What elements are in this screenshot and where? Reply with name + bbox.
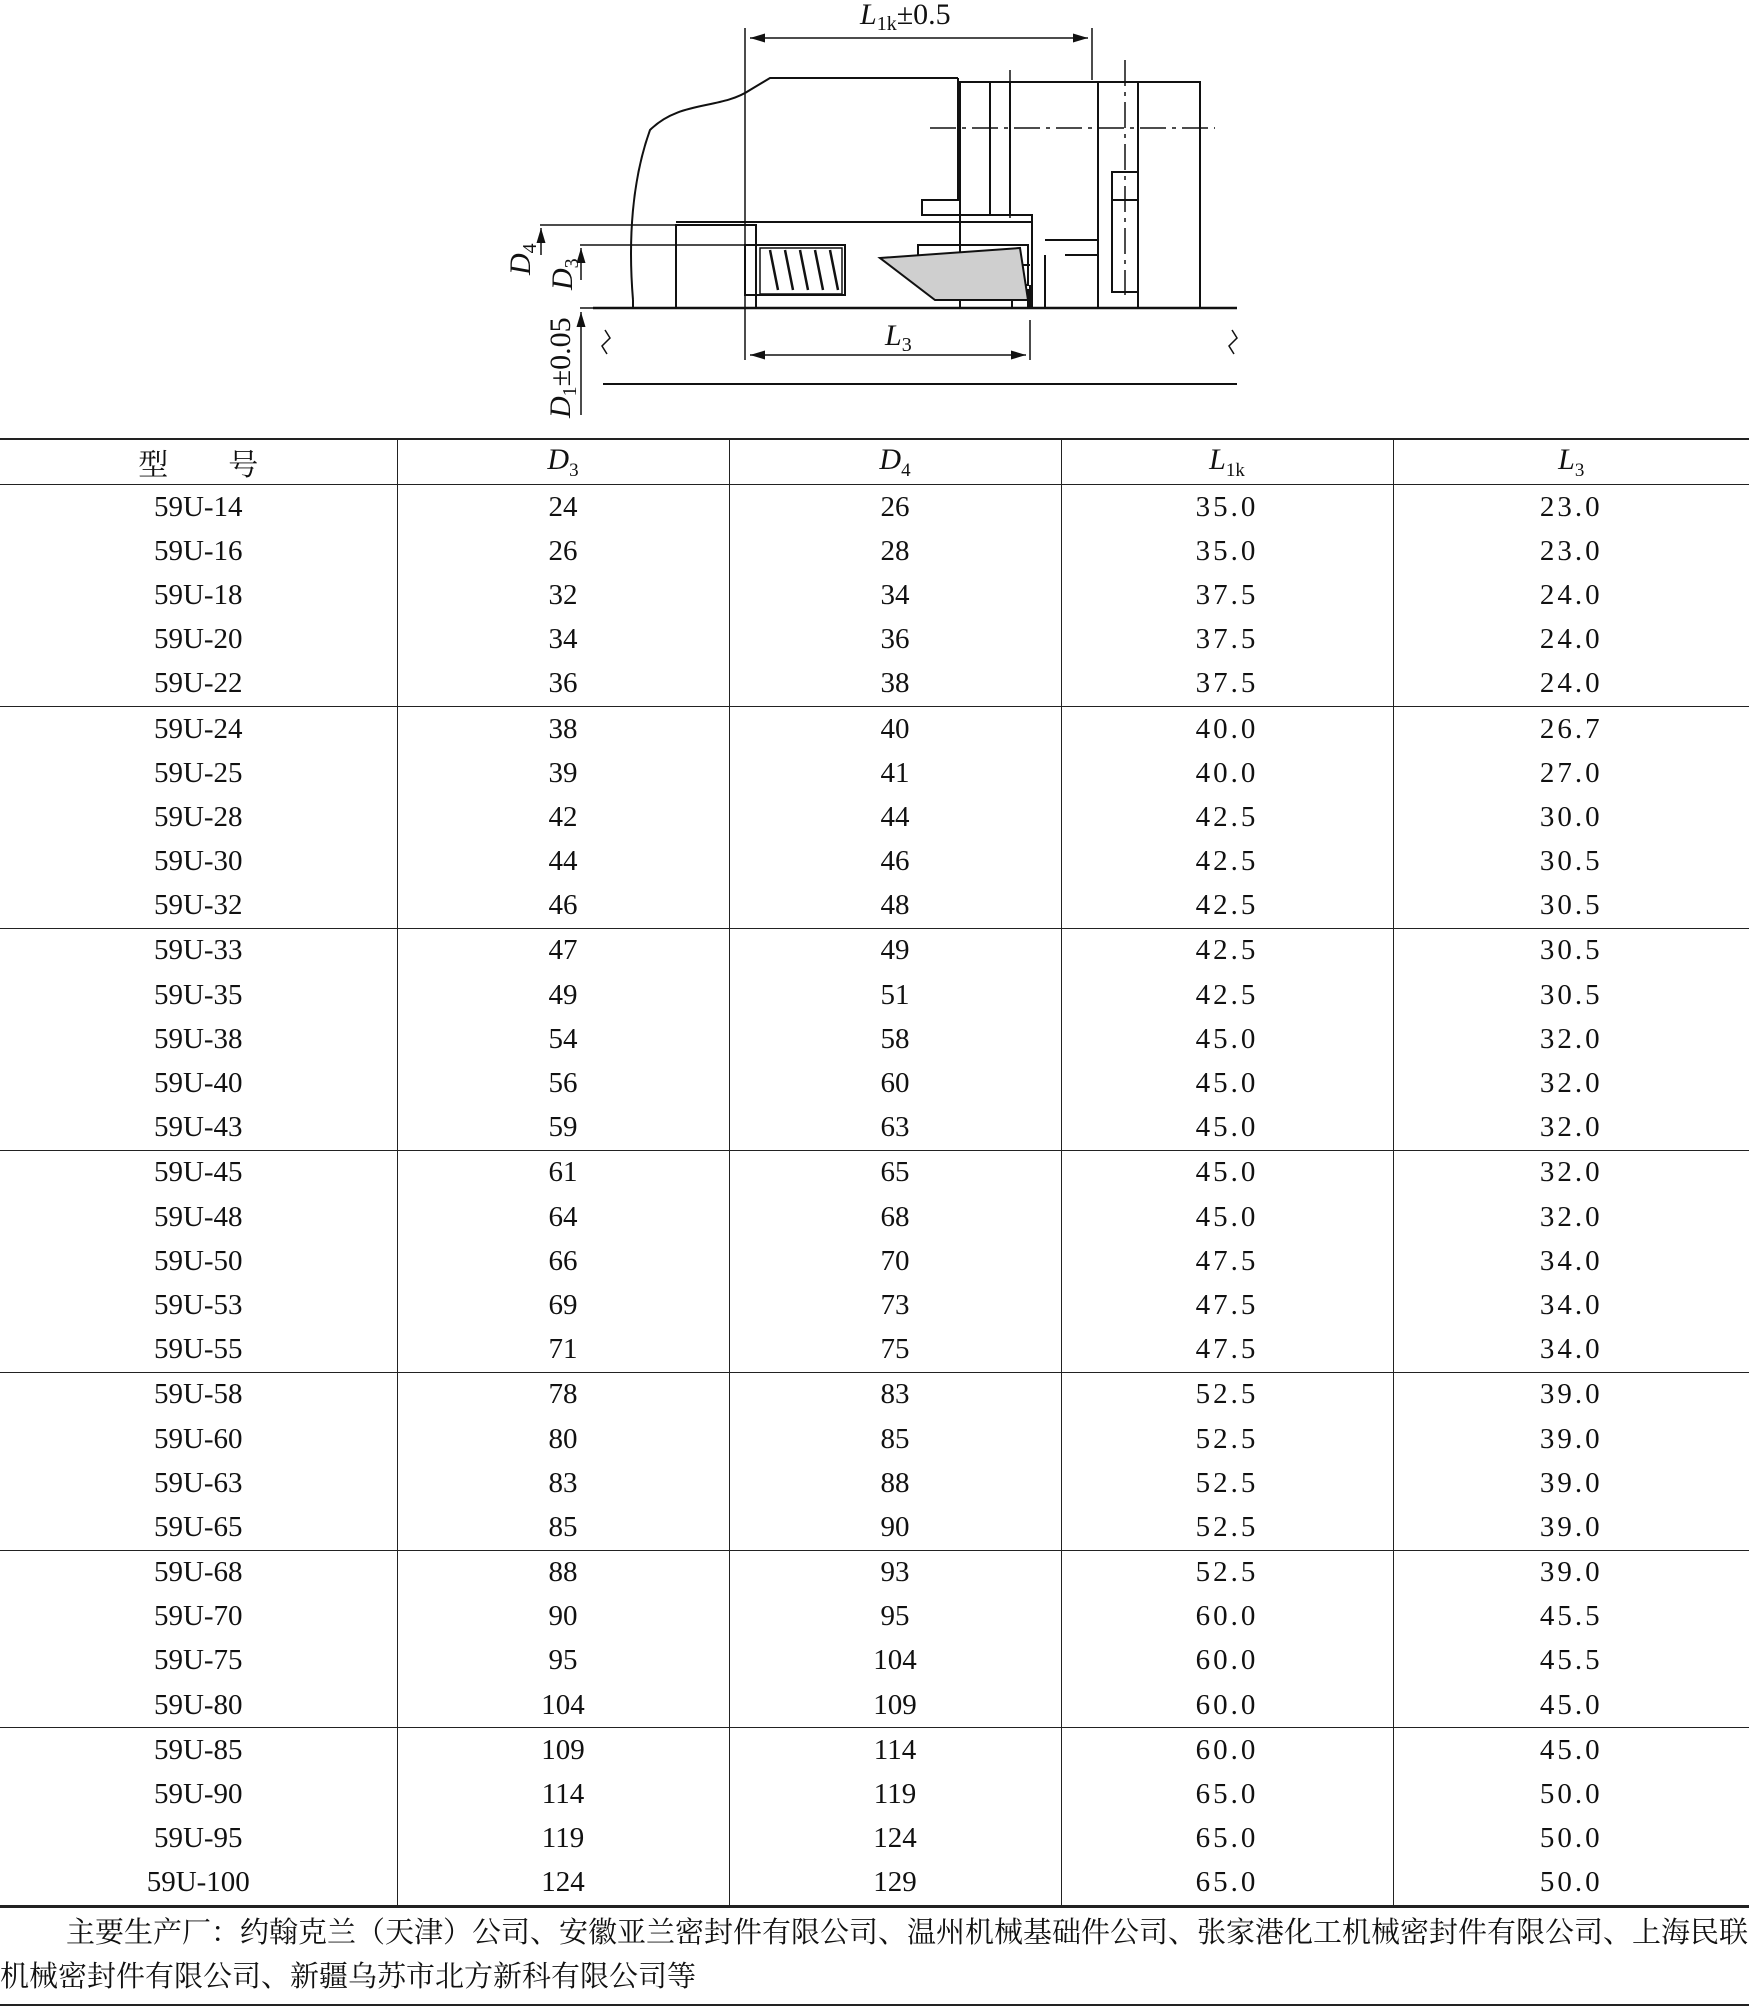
cell-value: 40	[729, 706, 1061, 751]
table-row	[0, 1817, 1749, 1861]
cell-model: 59U-63	[0, 1461, 397, 1505]
cell-value: 32.0	[1393, 1106, 1749, 1151]
cell-value: 45.0	[1393, 1683, 1749, 1728]
cell-value: 95	[397, 1639, 729, 1683]
table-body	[0, 485, 1749, 1906]
cell-value: 75	[729, 1328, 1061, 1373]
header-model: 型 号	[0, 439, 397, 485]
cell-value: 23.0	[1393, 529, 1749, 573]
cell-value: 109	[397, 1728, 729, 1773]
cell-model: 59U-100	[0, 1861, 397, 1906]
table-row	[0, 884, 1749, 929]
cell-value: 60.0	[1061, 1728, 1393, 1773]
cell-value: 23.0	[1393, 485, 1749, 530]
cell-value: 32.0	[1393, 1017, 1749, 1061]
cell-value: 42.5	[1061, 884, 1393, 929]
cell-model: 59U-40	[0, 1061, 397, 1105]
cell-model: 59U-68	[0, 1550, 397, 1595]
table-row	[0, 1283, 1749, 1327]
cell-value: 37.5	[1061, 618, 1393, 662]
cell-value: 34	[729, 573, 1061, 617]
cell-value: 52.5	[1061, 1417, 1393, 1461]
cell-model: 59U-22	[0, 662, 397, 707]
cell-value: 124	[729, 1817, 1061, 1861]
cell-value: 24.0	[1393, 662, 1749, 707]
cell-value: 64	[397, 1195, 729, 1239]
table-row	[0, 795, 1749, 839]
table-row	[0, 928, 1749, 973]
cell-value: 34.0	[1393, 1328, 1749, 1373]
header-d3: $D_3$	[397, 439, 729, 485]
cell-value: 65.0	[1061, 1817, 1393, 1861]
cell-value: 38	[729, 662, 1061, 707]
cell-value: 119	[729, 1772, 1061, 1816]
cell-value: 114	[729, 1728, 1061, 1773]
cell-value: 47.5	[1061, 1283, 1393, 1327]
cell-value: 39.0	[1393, 1372, 1749, 1417]
table-row	[0, 1683, 1749, 1728]
header-l1k-text: 1k	[1225, 459, 1245, 481]
cell-value: 114	[397, 1772, 729, 1816]
cell-value: 50.0	[1393, 1861, 1749, 1906]
cell-value: 51	[729, 973, 1061, 1017]
cell-value: 35.0	[1061, 485, 1393, 530]
cell-value: 49	[397, 973, 729, 1017]
cell-value: 65	[729, 1150, 1061, 1195]
cell-value: 27.0	[1393, 751, 1749, 795]
cell-model: 59U-95	[0, 1817, 397, 1861]
table-row	[0, 706, 1749, 751]
cell-value: 32	[397, 573, 729, 617]
table-row	[0, 1728, 1749, 1773]
cell-value: 56	[397, 1061, 729, 1105]
cell-value: 46	[397, 884, 729, 929]
cell-value: 46	[729, 840, 1061, 884]
table-row	[0, 1239, 1749, 1283]
cell-value: 129	[729, 1861, 1061, 1906]
cell-model: 59U-75	[0, 1639, 397, 1683]
cell-value: 26	[729, 485, 1061, 530]
cell-value: 34	[397, 618, 729, 662]
cell-value: 52.5	[1061, 1505, 1393, 1550]
cell-value: 45.0	[1061, 1061, 1393, 1105]
cell-value: 45.0	[1393, 1728, 1749, 1773]
header-l1k: $L_{1k}$	[1061, 439, 1393, 485]
table-row	[0, 1550, 1749, 1595]
cell-value: 30.5	[1393, 928, 1749, 973]
cell-value: 80	[397, 1417, 729, 1461]
cell-value: 39.0	[1393, 1550, 1749, 1595]
cell-value: 90	[397, 1595, 729, 1639]
table-row	[0, 751, 1749, 795]
cell-model: 59U-28	[0, 795, 397, 839]
cell-model: 59U-45	[0, 1150, 397, 1195]
cell-value: 26	[397, 529, 729, 573]
table-row	[0, 1505, 1749, 1550]
table-row	[0, 573, 1749, 617]
table-row	[0, 1772, 1749, 1816]
cell-value: 44	[729, 795, 1061, 839]
cell-model: 59U-58	[0, 1372, 397, 1417]
table-row	[0, 1017, 1749, 1061]
table-row	[0, 1328, 1749, 1373]
cell-value: 41	[729, 751, 1061, 795]
dim-label-L3: $L_3$	[885, 319, 912, 356]
cell-model: 59U-85	[0, 1728, 397, 1773]
cell-value: 104	[397, 1683, 729, 1728]
cell-value: 39.0	[1393, 1417, 1749, 1461]
cell-value: 40.0	[1061, 706, 1393, 751]
cell-value: 39.0	[1393, 1505, 1749, 1550]
header-l3-text: 3	[1574, 459, 1585, 481]
cell-model: 59U-30	[0, 840, 397, 884]
cell-value: 78	[397, 1372, 729, 1417]
cell-value: 52.5	[1061, 1550, 1393, 1595]
cell-model: 59U-25	[0, 751, 397, 795]
table-row	[0, 1861, 1749, 1906]
cell-value: 44	[397, 840, 729, 884]
cell-value: 30.5	[1393, 840, 1749, 884]
spec-table	[0, 438, 1749, 1906]
dim-label-D4: $D_4$	[504, 243, 541, 275]
cell-model: 59U-55	[0, 1328, 397, 1373]
cell-value: 34.0	[1393, 1239, 1749, 1283]
cell-model: 59U-14	[0, 485, 397, 530]
cell-value: 124	[397, 1861, 729, 1906]
cell-value: 63	[729, 1106, 1061, 1151]
cell-value: 83	[397, 1461, 729, 1505]
table-row	[0, 1195, 1749, 1239]
cell-model: 59U-43	[0, 1106, 397, 1151]
cell-model: 59U-50	[0, 1239, 397, 1283]
table-row	[0, 1639, 1749, 1683]
table-row	[0, 1061, 1749, 1105]
cell-value: 65.0	[1061, 1861, 1393, 1906]
cell-value: 65.0	[1061, 1772, 1393, 1816]
seal-assembly-drawing	[0, 0, 1749, 430]
cell-value: 50.0	[1393, 1817, 1749, 1861]
cell-value: 30.5	[1393, 884, 1749, 929]
table-row	[0, 1372, 1749, 1417]
cell-value: 30.5	[1393, 973, 1749, 1017]
cell-value: 60.0	[1061, 1595, 1393, 1639]
cell-value: 52.5	[1061, 1372, 1393, 1417]
cell-value: 60.0	[1061, 1639, 1393, 1683]
cell-value: 71	[397, 1328, 729, 1373]
cell-value: 70	[729, 1239, 1061, 1283]
cell-model: 59U-60	[0, 1417, 397, 1461]
header-d4: $D_4$	[729, 439, 1061, 485]
cell-model: 59U-70	[0, 1595, 397, 1639]
cell-model: 59U-32	[0, 884, 397, 929]
header-l3: $L_3$	[1393, 439, 1749, 485]
cell-value: 50.0	[1393, 1772, 1749, 1816]
cell-value: 42.5	[1061, 840, 1393, 884]
cell-value: 37.5	[1061, 662, 1393, 707]
cell-value: 40.0	[1061, 751, 1393, 795]
cell-value: 60.0	[1061, 1683, 1393, 1728]
dim-label-L1k: $L_{1k}\pm 0.5$	[860, 0, 951, 35]
cell-value: 38	[397, 706, 729, 751]
seal-face-shading	[880, 248, 1028, 300]
cell-value: 52.5	[1061, 1461, 1393, 1505]
cell-value: 36	[729, 618, 1061, 662]
table-row	[0, 618, 1749, 662]
cell-value: 49	[729, 928, 1061, 973]
cell-value: 28	[729, 529, 1061, 573]
cell-value: 95	[729, 1595, 1061, 1639]
header-d3-text: 3	[569, 459, 579, 481]
cell-value: 45.0	[1061, 1195, 1393, 1239]
cell-model: 59U-18	[0, 573, 397, 617]
cell-value: 47	[397, 928, 729, 973]
cell-model: 59U-35	[0, 973, 397, 1017]
cell-value: 24.0	[1393, 573, 1749, 617]
cell-value: 42	[397, 795, 729, 839]
cell-value: 88	[397, 1550, 729, 1595]
cell-value: 85	[397, 1505, 729, 1550]
cell-value: 85	[729, 1417, 1061, 1461]
cell-value: 45.0	[1061, 1106, 1393, 1151]
cell-model: 59U-80	[0, 1683, 397, 1728]
header-d4-text: 4	[901, 459, 911, 481]
cell-value: 58	[729, 1017, 1061, 1061]
cell-model: 59U-53	[0, 1283, 397, 1327]
cell-value: 45.0	[1061, 1150, 1393, 1195]
cell-value: 45.5	[1393, 1595, 1749, 1639]
table-row	[0, 973, 1749, 1017]
cell-model: 59U-33	[0, 928, 397, 973]
cell-value: 32.0	[1393, 1150, 1749, 1195]
cell-value: 83	[729, 1372, 1061, 1417]
cell-value: 45.0	[1061, 1017, 1393, 1061]
cell-value: 47.5	[1061, 1239, 1393, 1283]
cell-value: 32.0	[1393, 1061, 1749, 1105]
cell-value: 30.0	[1393, 795, 1749, 839]
cell-value: 61	[397, 1150, 729, 1195]
cell-value: 66	[397, 1239, 729, 1283]
cell-value: 34.0	[1393, 1283, 1749, 1327]
cell-model: 59U-16	[0, 529, 397, 573]
table-header-row	[0, 439, 1749, 485]
cell-value: 39	[397, 751, 729, 795]
cell-value: 109	[729, 1683, 1061, 1728]
manufacturers-footnote: 主要生产厂：约翰克兰（天津）公司、安徽亚兰密封件有限公司、温州机械基础件公司、张家港化工机械密封件有限公司、上海民联机械密封件有限公司、新疆乌苏市北方新科有限公司等	[0, 1906, 1749, 2006]
cell-value: 42.5	[1061, 795, 1393, 839]
cell-value: 45.5	[1393, 1639, 1749, 1683]
cell-value: 39.0	[1393, 1461, 1749, 1505]
cell-value: 24.0	[1393, 618, 1749, 662]
cell-value: 104	[729, 1639, 1061, 1683]
table-row	[0, 662, 1749, 707]
cell-value: 93	[729, 1550, 1061, 1595]
cell-model: 59U-65	[0, 1505, 397, 1550]
table-row	[0, 1461, 1749, 1505]
table-row	[0, 840, 1749, 884]
cell-value: 32.0	[1393, 1195, 1749, 1239]
cell-value: 73	[729, 1283, 1061, 1327]
cell-model: 59U-90	[0, 1772, 397, 1816]
cell-value: 26.7	[1393, 706, 1749, 751]
cell-value: 54	[397, 1017, 729, 1061]
cell-value: 88	[729, 1461, 1061, 1505]
table-row	[0, 1106, 1749, 1151]
table-row	[0, 1595, 1749, 1639]
cell-model: 59U-38	[0, 1017, 397, 1061]
cell-value: 59	[397, 1106, 729, 1151]
cell-value: 37.5	[1061, 573, 1393, 617]
table-row	[0, 529, 1749, 573]
cell-value: 60	[729, 1061, 1061, 1105]
cell-value: 42.5	[1061, 928, 1393, 973]
table-row	[0, 485, 1749, 530]
cell-value: 48	[729, 884, 1061, 929]
cell-value: 35.0	[1061, 529, 1393, 573]
cell-value: 47.5	[1061, 1328, 1393, 1373]
drawing-lines	[593, 78, 1237, 384]
dim-label-D1: $D_1\pm 0.05$	[544, 317, 581, 418]
cell-value: 42.5	[1061, 973, 1393, 1017]
cell-value: 119	[397, 1817, 729, 1861]
table-row	[0, 1150, 1749, 1195]
cell-value: 68	[729, 1195, 1061, 1239]
cell-model: 59U-24	[0, 706, 397, 751]
cell-value: 69	[397, 1283, 729, 1327]
cell-value: 24	[397, 485, 729, 530]
dim-label-D3: $D_3$	[546, 258, 583, 290]
cell-value: 36	[397, 662, 729, 707]
table-row	[0, 1417, 1749, 1461]
cell-value: 90	[729, 1505, 1061, 1550]
cell-model: 59U-48	[0, 1195, 397, 1239]
cell-model: 59U-20	[0, 618, 397, 662]
